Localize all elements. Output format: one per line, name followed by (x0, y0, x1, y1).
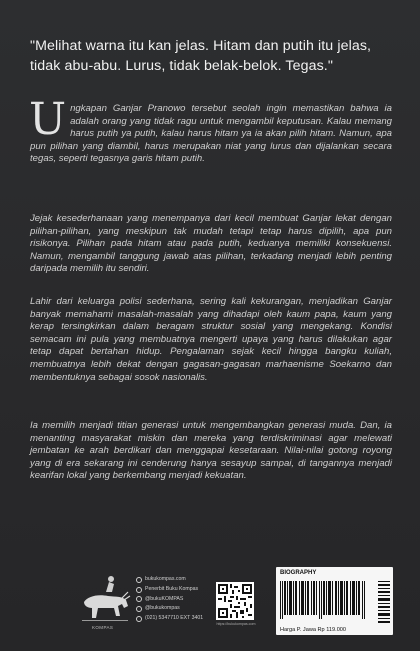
qr-code (216, 582, 254, 620)
facebook-icon (136, 587, 142, 593)
publisher-name: KOMPAS (92, 625, 114, 630)
contact-instagram (136, 604, 203, 614)
contact-twitter (136, 595, 203, 605)
instagram-icon (136, 606, 142, 612)
contact-website-text: bukukompas.com (145, 576, 186, 582)
phone-icon (136, 616, 142, 622)
price-label: Harga P. Jawa Rp 119.000 (280, 627, 347, 633)
paragraph-2: Jejak kesederhanaan yang menempanya dari kecil membuat Ganjar lekat dengan pilihan-pilihan, yang meskipun tak mudah tetapi tetap harus dipilih, apa pun risikonya. Pilihan pada hitam atau pada putih, keduanya memiliki konsekuensi. Namun, mengambil tanggung jawab atas pilihan, terkadang menjadi lebih penting daripada memilih itu sendiri. (30, 213, 392, 275)
drop-cap: U (29, 94, 67, 145)
qr-caption: https://bukukompas.com (216, 622, 256, 626)
contact-phone (136, 614, 203, 624)
contact-phone-text: (021) 5347710 EXT 3401 (145, 615, 204, 622)
contact-instagram-text: @bukukompas (145, 605, 180, 612)
contact-website (136, 575, 203, 585)
side-barcode-icon (378, 581, 390, 625)
contact-twitter-text: @bukuKOMPAS (145, 595, 184, 602)
pull-quote: "Melihat warna itu kan jelas. Hitam dan putih itu jelas, tidak abu-abu. Lurus, tidak belak-belok. Tegas." (30, 38, 372, 74)
barcode-label (276, 567, 393, 635)
contact-facebook-text: Penerbit Buku Kompas (145, 585, 199, 592)
publisher-contacts (136, 575, 203, 624)
paragraph-1 (29, 94, 392, 166)
paragraph-4: Ia memilih menjadi titian generasi untuk mengembangkan generasi muda. Dan, ia menanting masyarakat miskin dan mereka yang terdiskriminasi agar melewati jembatan ke arah berdikari dan menggapai kesetaraan. Nilai-nilai gotong royong yang di era sekarang ini cenderung hanya sesayup sampai, di tangannya menjadi kearifan lokal yang berkembang menjadi kekuatan. (30, 420, 392, 482)
contact-facebook (136, 585, 203, 595)
paragraph-3: Lahir dari keluarga polisi sederhana, sering kali kekurangan, menjadikan Ganjar banyak memahami masalah-masalah yang dihadapi oleh kaum papa, kaum yang kerap tersingkirkan dalam beragam struktur sosial yang mengekang. Kondisi semacam ini pula yang membuatnya mengerti upaya yang harus dilakukan agar tetap dapat bertahan hidup. Pengalaman sejak kecil hingga bangku kuliah, membuatnya lebih dekat dengan gagasan-gagasan marhaenisme Soekarno dan membentuknya sebagai sosok nasionalis. (30, 296, 392, 383)
barcode-icon (280, 581, 366, 619)
paragraph-1-text: ngkapan Ganjar Pranowo tersebut seolah ingin memastikan bahwa ia adalah orang yang tidak ragu untuk mengambil keputusan. Kalau memang harus putih ya putih, kalau harus hitam ya ia akan pilih hitam. Namun, apa pun pilihan yang diambil, harus merupakan niat yang lurus dan dijalankan secara tegas, seperti tegasnya garis hitam putih. (30, 103, 392, 165)
twitter-icon (136, 596, 142, 602)
publisher-logo-icon (78, 572, 132, 630)
genre-label: BIOGRAPHY (280, 570, 317, 576)
qr-code-icon (218, 584, 252, 618)
globe-icon (136, 577, 142, 583)
